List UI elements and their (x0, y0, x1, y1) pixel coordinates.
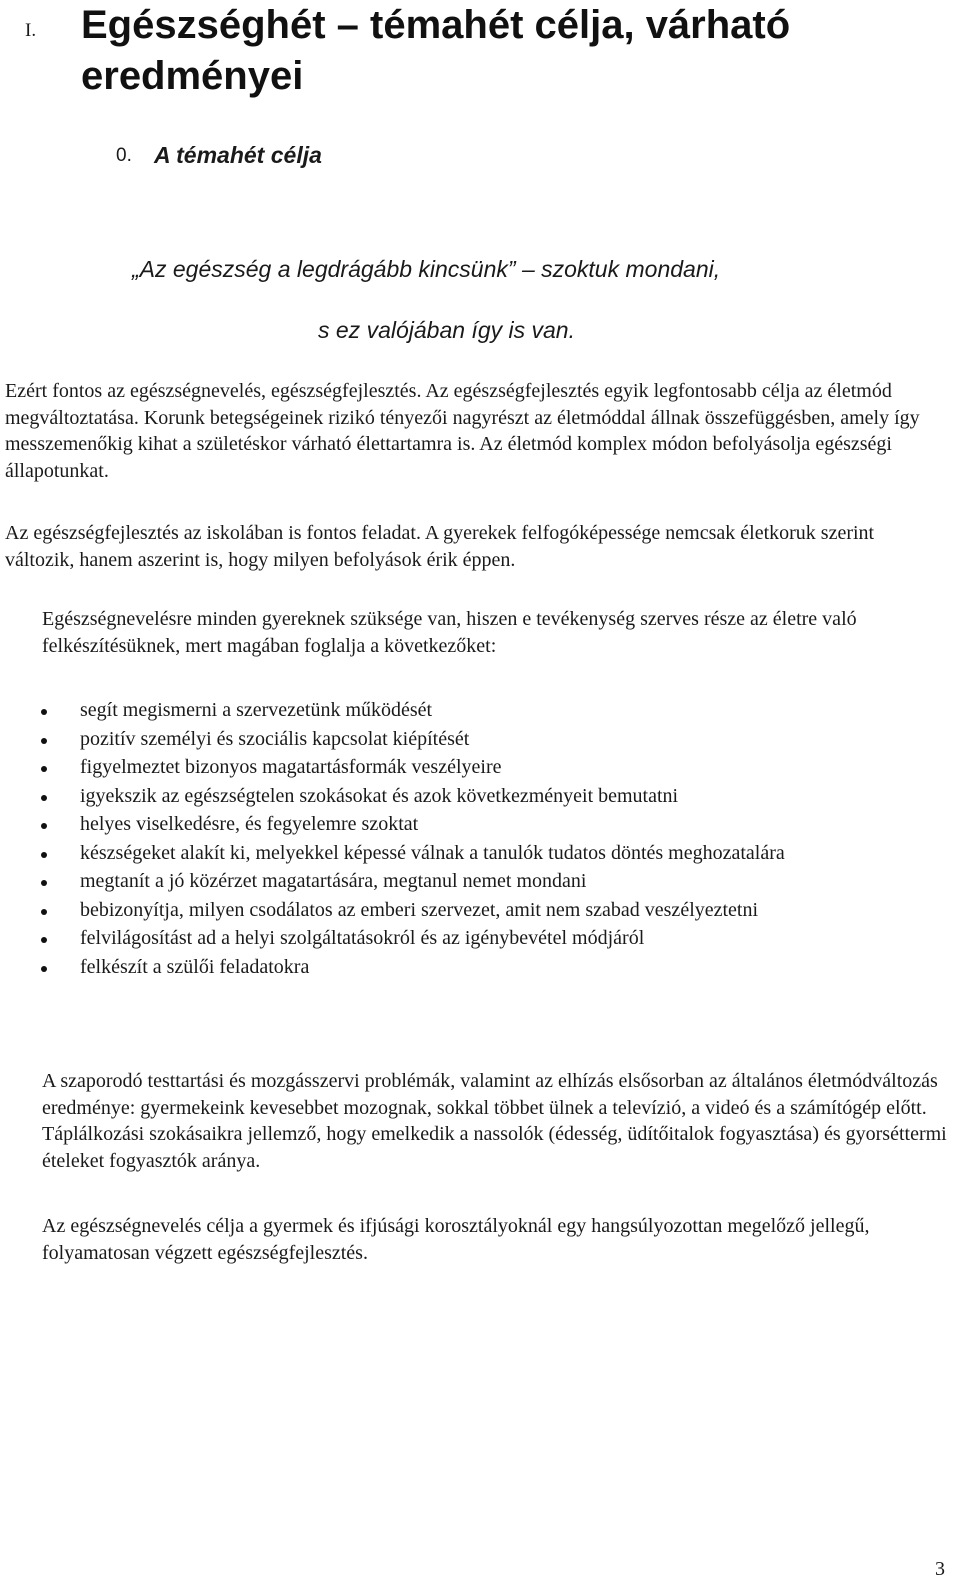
list-item (0, 924, 947, 953)
list-item (0, 753, 947, 782)
paragraph-1: Ezért fontos az egészségnevelés, egészségfejlesztés. Az egészségfejlesztés egyik legfontosabb célja az életmód megváltoztatása. Korunk betegségeinek rizikó tényezői nagyrészt az életmóddal állnak összefüggésben, amely így messzemenőkig kihat a születéskor várható élettartamra is. Az életmód komplex módon befolyásolja egészségi állapotunkat. (5, 380, 920, 482)
list-item-text: helyes viselkedésre, és fegyelemre szoktat (80, 813, 419, 835)
list-item (0, 867, 947, 896)
list-item (0, 896, 947, 925)
list-item-text: igyekszik az egészségtelen szokásokat és azok következményeit bemutatni (80, 784, 679, 807)
list-item-text: segít megismerni a szervezetünk működését (80, 699, 433, 721)
bullet-icon (41, 909, 47, 915)
chapter-title: Egészséghét – témahét célja, várható eredményei (81, 3, 791, 98)
page-number: 3 (935, 1558, 945, 1580)
paragraph-3-text: Egészségnevelésre minden gyereknek szüksége van, hiszen e tevékenység szerves része az életre való felkészítésüknek, mert magában foglalja a következőket: (42, 608, 857, 657)
section-title: A témahét célja (154, 142, 322, 168)
section-number: 0. (116, 145, 132, 166)
list-item (0, 839, 947, 868)
list-item-text: pozitív személyi és szociális kapcsolat kiépítését (80, 727, 470, 750)
list-item-text: figyelmeztet bizonyos magatartásformák veszélyeire (80, 756, 502, 778)
list-item-text: felvilágosítást ad a helyi szolgáltatásokról és az igénybevétel módjáról (80, 927, 645, 949)
bullet-icon (41, 966, 47, 972)
list-item-text: felkészít a szülői feladatokra (80, 955, 310, 978)
list-item (0, 696, 947, 725)
paragraph-2: Az egészségfejlesztés az iskolában is fontos feladat. A gyerekek felfogóképessége nemcsak életkoruk szerint változik, hanem aszerint is, hogy milyen befolyások érik éppen. (5, 522, 875, 571)
bullet-icon (41, 823, 47, 829)
bullet-icon (41, 738, 47, 744)
paragraph-4 (5, 1068, 947, 1174)
list-item (0, 725, 947, 754)
quote-line-1: „Az egészség a legdrágább kincsünk” – szoktuk mondani, (132, 256, 721, 282)
paragraph-5 (5, 1213, 947, 1266)
list-item (0, 810, 947, 839)
paragraph-5-text: Az egészségnevelés célja a gyermek és ifjúsági korosztályoknál egy hangsúlyozottan megelőző jellegű, folyamatosan végzett egészségfejlesztés. (42, 1215, 870, 1264)
list-item-text: bebizonyítja, milyen csodálatos az emberi szervezet, amit nem szabad veszélyeztetni (80, 898, 759, 921)
quote-line-2: s ez valójában így is van. (318, 317, 575, 343)
bullet-icon (41, 852, 47, 858)
bullet-icon (41, 766, 47, 772)
bullet-icon (41, 880, 47, 886)
list-item (0, 953, 947, 982)
bullet-list (0, 696, 947, 981)
paragraph-4-text: A szaporodó testtartási és mozgásszervi problémák, valamint az elhízás elsősorban az általános életmódváltozás eredménye: gyermekeink kevesebbet mozognak, sokkal többet ülnek a televízió, a videó és a számítógép előtt. Táplálkozási szokásaikra jellemző, hogy emelkedik a nassolók (édesség, üdítőitalok fogyasztása) és gyorséttermi ételeket fogyasztók aránya. (42, 1070, 947, 1172)
list-item-text: megtanít a jó közérzet magatartására, megtanul nemet mondani (80, 870, 587, 892)
list-item-text: készségeket alakít ki, melyekkel képessé válnak a tanulók tudatos döntés meghozatalára (80, 841, 785, 864)
list-item (0, 782, 947, 811)
bullet-icon (41, 795, 47, 801)
bullet-icon (41, 937, 47, 943)
paragraph-3 (5, 606, 947, 659)
chapter-number: I. (25, 20, 37, 41)
bullet-icon (41, 709, 47, 715)
